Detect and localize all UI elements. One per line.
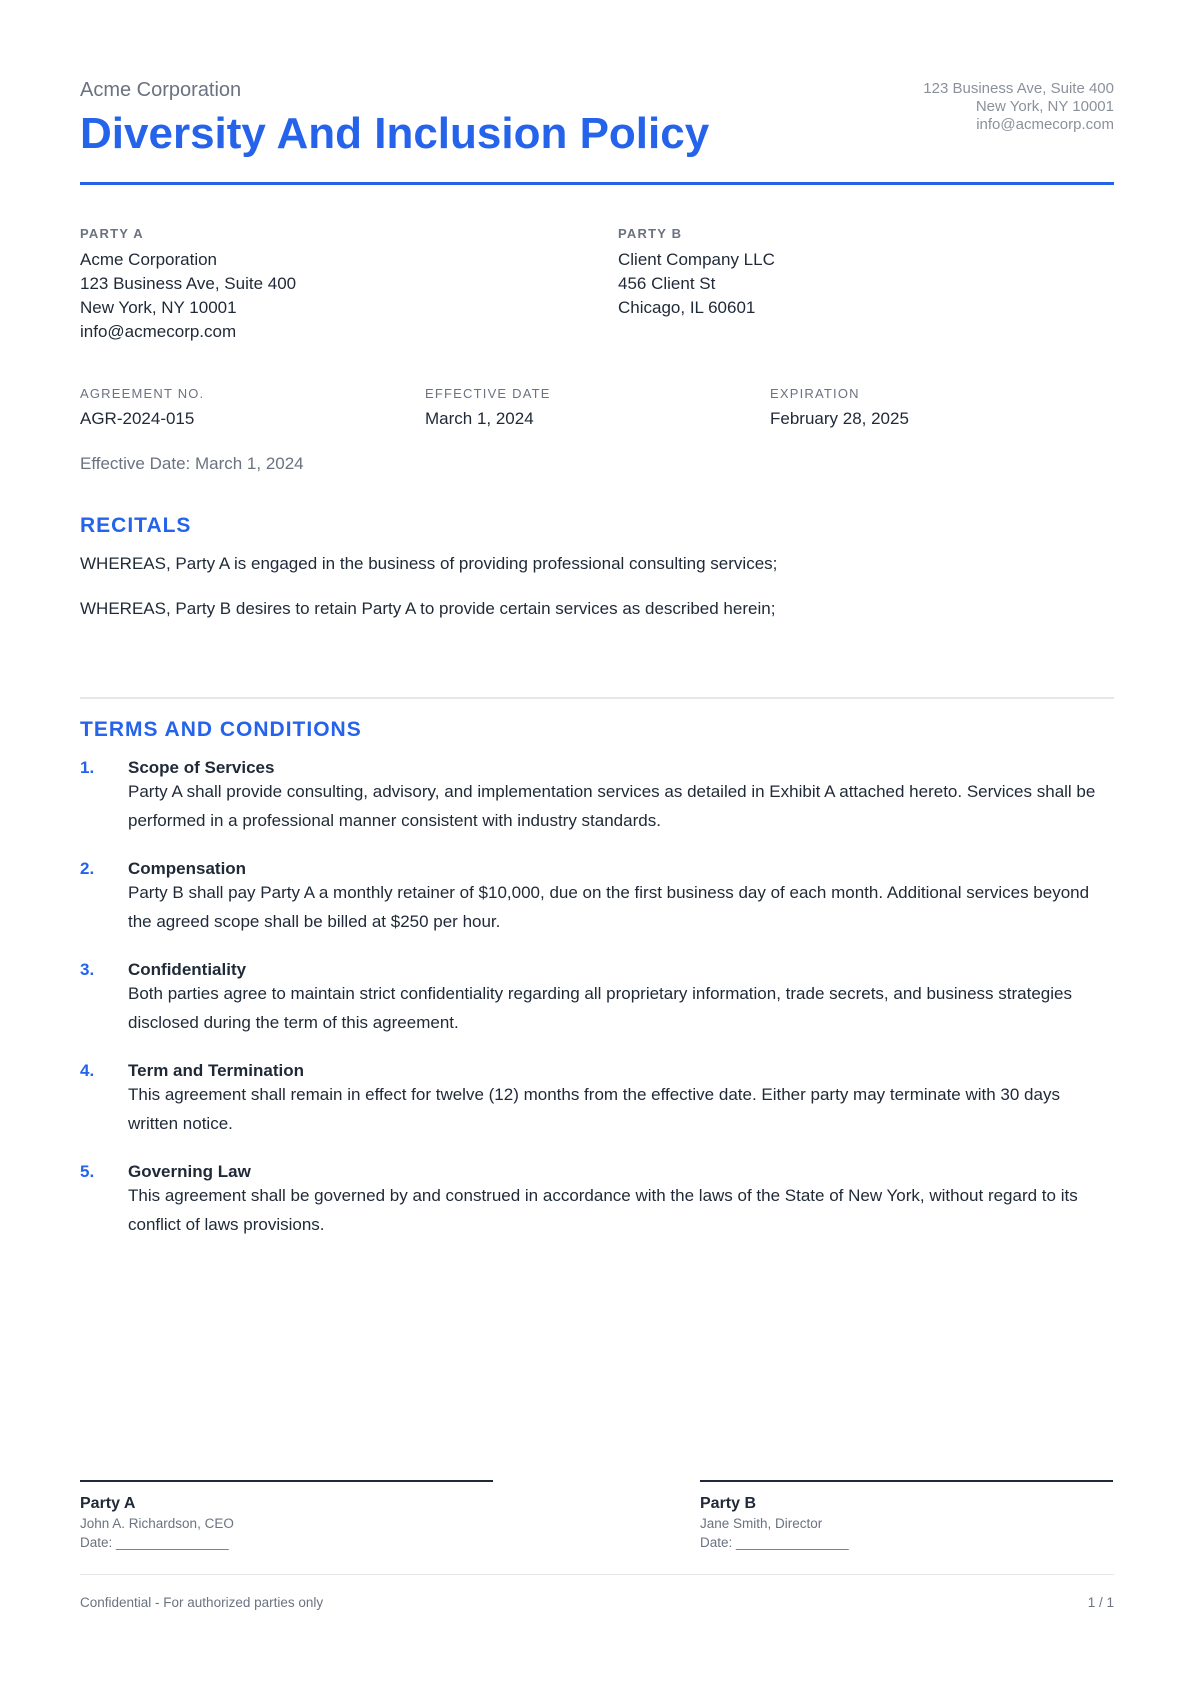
address-line: New York, NY 10001 <box>975 98 1114 115</box>
page-number: 1 / 1 <box>1087 1595 1114 1610</box>
document-page <box>80 0 1114 1683</box>
party-a-signature <box>80 1480 493 1552</box>
recitals-heading: RECITALS <box>80 514 192 537</box>
signatory-name: Jane Smith, Director <box>700 1516 823 1531</box>
term-title: Governing Law <box>128 1162 251 1181</box>
term-item <box>80 757 1114 835</box>
term-number: 4. <box>80 1061 95 1080</box>
meta-value: AGR-2024-015 <box>80 409 195 428</box>
meta-value: March 1, 2024 <box>425 409 534 428</box>
party-a-email: info@acmecorp.com <box>80 322 237 341</box>
party-b-street: 456 Client St <box>618 274 716 293</box>
party-b-signature <box>700 1480 1113 1552</box>
term-title: Term and Termination <box>128 1061 305 1080</box>
term-body: This agreement shall be governed by and construed in accordance with the laws of the State of New York, without regard to its conflict of laws provisions. <box>128 1186 1078 1234</box>
term-title: Scope of Services <box>128 758 275 777</box>
effective-date-line: Effective Date: March 1, 2024 <box>80 454 304 473</box>
address-line: 123 Business Ave, Suite 400 <box>923 80 1114 97</box>
expiration-date <box>770 386 909 430</box>
party-a-street: 123 Business Ave, Suite 400 <box>80 274 297 293</box>
party-b-label: PARTY B <box>618 226 683 241</box>
term-body: Party B shall pay Party A a monthly retainer of $10,000, due on the first business day of each month. Additional services beyond the agreed scope shall be billed at $250 per hour. <box>128 883 1090 931</box>
term-item <box>80 1161 1114 1239</box>
document-title: Diversity And Inclusion Policy <box>80 109 710 158</box>
meta-label: AGREEMENT NO. <box>80 386 205 401</box>
term-number: 5. <box>80 1162 95 1181</box>
signature-line[interactable] <box>700 1480 1113 1482</box>
party-a-city: New York, NY 10001 <box>80 298 237 317</box>
party-b-city: Chicago, IL 60601 <box>618 298 756 317</box>
recital-item: WHEREAS, Party A is engaged in the business of providing professional consulting services; <box>80 554 778 573</box>
party-a-block <box>80 226 296 344</box>
signature-party: Party A <box>80 1495 136 1512</box>
signature-line[interactable] <box>80 1480 493 1482</box>
recital-item: WHEREAS, Party B desires to retain Party A to provide certain services as described herein; <box>80 599 776 618</box>
effective-date <box>425 386 551 430</box>
term-title: Confidentiality <box>128 960 247 979</box>
signature-party: Party B <box>700 1495 757 1512</box>
term-body: This agreement shall remain in effect for twelve (12) months from the effective date. Either party may terminate with 30 days written notice. <box>128 1085 1060 1133</box>
footer-rule <box>80 1574 1114 1575</box>
terms-heading: TERMS AND CONDITIONS <box>80 718 362 741</box>
meta-value: February 28, 2025 <box>770 409 909 428</box>
signatory-name: John A. Richardson, CEO <box>80 1516 234 1531</box>
confidentiality-notice: Confidential - For authorized parties only <box>80 1595 324 1610</box>
company-name: Acme Corporation <box>80 79 242 101</box>
party-b-block <box>618 226 775 320</box>
signature-date-field[interactable]: Date: _______________ <box>700 1535 849 1550</box>
term-item <box>80 959 1114 1037</box>
term-title: Compensation <box>128 859 247 878</box>
meta-label: EFFECTIVE DATE <box>425 386 551 401</box>
document-header <box>80 78 1114 186</box>
agreement-number <box>80 386 204 430</box>
section-divider <box>80 697 1114 699</box>
term-body: Both parties agree to maintain strict confidentiality regarding all proprietary information, trade secrets, and business strategies disclosed during the term of this agreement. <box>128 984 1072 1032</box>
term-number: 3. <box>80 960 95 979</box>
party-a-label: PARTY A <box>80 226 144 241</box>
header-rule <box>80 182 1114 185</box>
term-item <box>80 858 1114 936</box>
company-address <box>923 80 1114 134</box>
term-number: 2. <box>80 859 95 878</box>
signature-date-field[interactable]: Date: _______________ <box>80 1535 229 1550</box>
term-item <box>80 1060 1114 1138</box>
term-body: Party A shall provide consulting, advisory, and implementation services as detailed in Exhibit A attached hereto. Services shall be performed in a professional manner consistent with industry standards. <box>128 782 1096 830</box>
email-line: info@acmecorp.com <box>976 116 1114 133</box>
terms-list <box>80 757 1114 1262</box>
term-number: 1. <box>80 758 95 777</box>
party-b-name: Client Company LLC <box>618 250 775 269</box>
party-a-name: Acme Corporation <box>80 250 218 269</box>
meta-label: EXPIRATION <box>770 386 860 401</box>
